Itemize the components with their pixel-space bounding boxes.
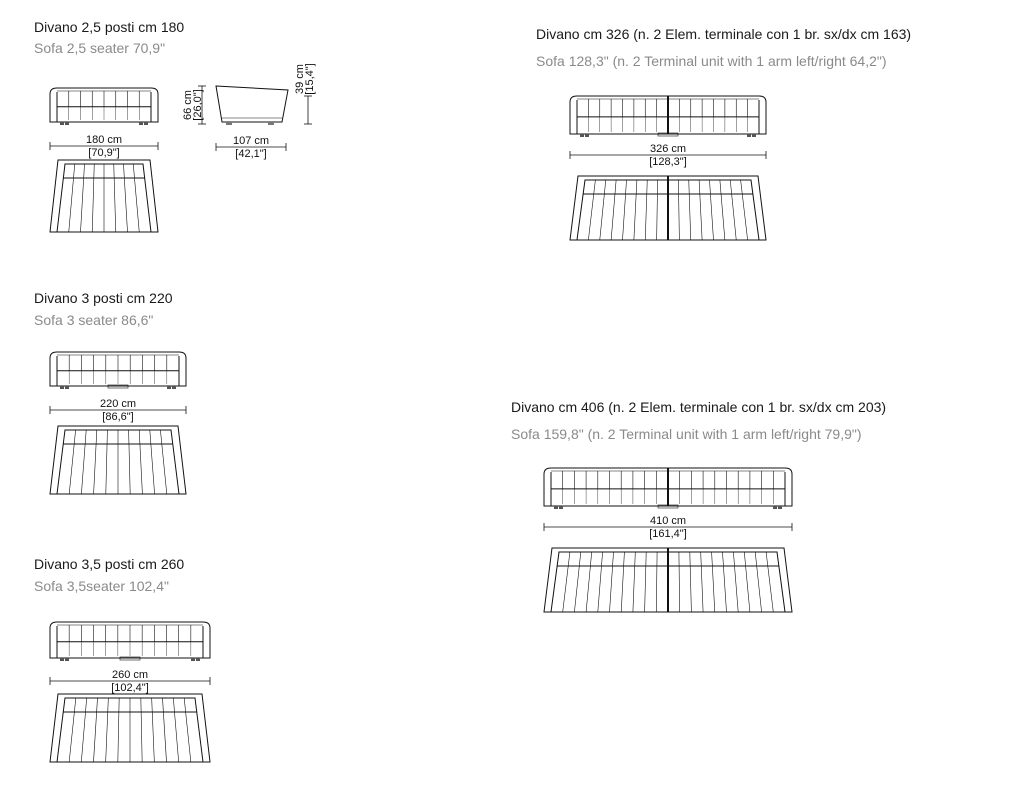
sofa-406-plan-view (544, 548, 792, 612)
sofa-326-width-in: [128,3"] (649, 156, 687, 168)
sofa-35-width-in: [102,4"] (111, 682, 149, 694)
sofa-406-width-dimension (544, 515, 792, 540)
sofa-25-width-in: [70,9"] (88, 147, 120, 159)
sofa-3-subtitle: Sofa 3 seater 86,6" (34, 312, 154, 328)
sofa-25-depth-cm: 107 cm (232, 135, 270, 147)
sofa-25-title: Divano 2,5 posti cm 180 (34, 19, 185, 35)
sofa-25-height-in: [26,0"] (192, 89, 204, 121)
sofa-35-title: Divano 3,5 posti cm 260 (34, 556, 185, 572)
sofa-3-title: Divano 3 posti cm 220 (34, 290, 173, 306)
sofa-406-front-view (544, 468, 792, 509)
sofa-3-width-cm: 220 cm (99, 398, 137, 410)
sofa-25-subtitle: Sofa 2,5 seater 70,9" (34, 40, 166, 56)
sofa-326-title: Divano cm 326 (n. 2 Elem. terminale con 1 br. sx/dx cm 163) (536, 26, 912, 42)
sofa-406-title: Divano cm 406 (n. 2 Elem. terminale con 1 br. sx/dx cm 203) (511, 399, 887, 415)
sofa-25-width-cm: 180 cm (85, 134, 123, 146)
sofa-406-subtitle: Sofa 159,8" (n. 2 Terminal unit with 1 arm left/right 79,9") (511, 426, 862, 442)
sofa-3-width-in: [86,6"] (102, 411, 134, 423)
sofa-35-subtitle: Sofa 3,5seater 102,4" (34, 578, 169, 594)
sofa-406-width-cm: 410 cm (649, 515, 687, 527)
sofa-25-height-cm: 66 cm (182, 90, 194, 120)
sofa-326-width-cm: 326 cm (649, 143, 687, 155)
sofa-25-seat-in: [15,4"] (304, 63, 316, 95)
sofa-326-subtitle: Sofa 128,3" (n. 2 Terminal unit with 1 arm left/right 64,2") (536, 53, 887, 69)
sofa-25-depth-in: [42,1"] (235, 148, 267, 160)
sofa-25-seat-cm: 39 cm (294, 64, 306, 94)
sofa-35-width-cm: 260 cm (111, 669, 149, 681)
sofa-406-width-in: [161,4"] (649, 528, 687, 540)
